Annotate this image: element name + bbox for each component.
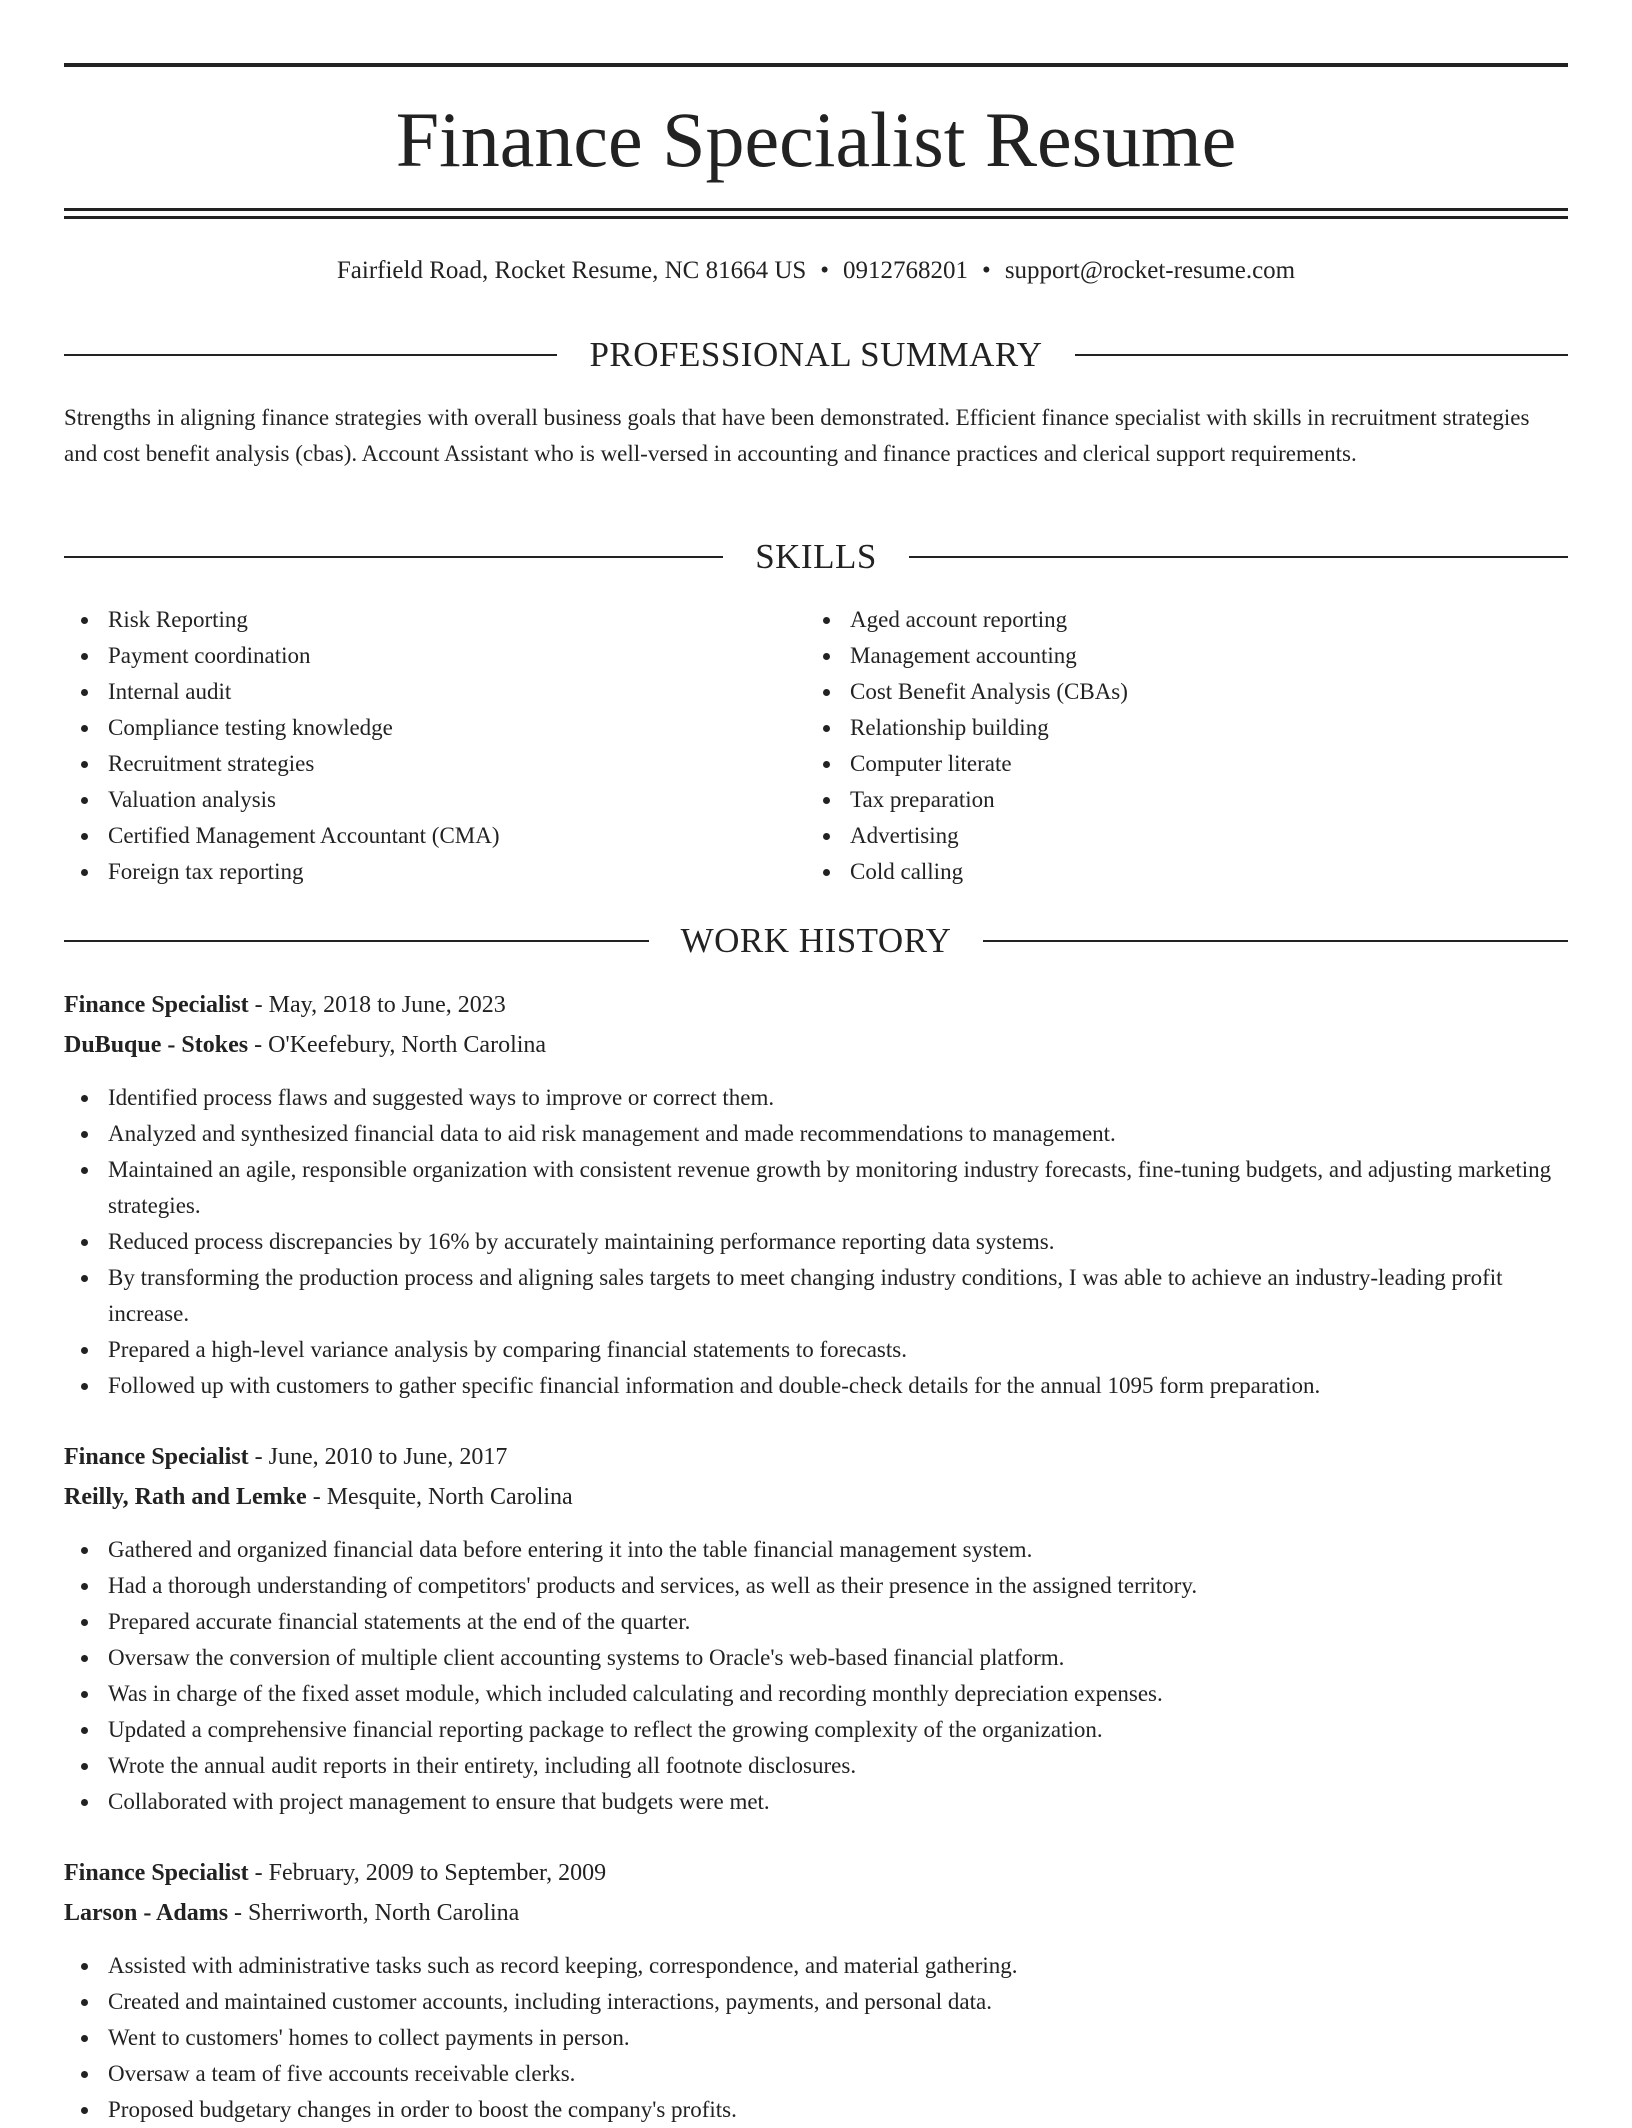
contact-phone: 0912768201 <box>843 257 969 284</box>
skill-item: Internal audit <box>64 674 764 710</box>
job-bullet: Followed up with customers to gather specific financial information and double-check details for the annual 1095 form preparation. <box>64 1368 1568 1404</box>
section-heading-work <box>64 919 1568 963</box>
skill-item: Advertising <box>806 818 1506 854</box>
job-dash: - <box>306 1484 327 1510</box>
job-dash: - <box>228 1900 249 1926</box>
section-title: PROFESSIONAL SUMMARY <box>589 335 1043 374</box>
job-dash: - <box>248 992 269 1018</box>
contact-separator: • <box>982 257 991 284</box>
job-title-line <box>64 987 1568 1023</box>
job-dash: - <box>248 1444 269 1470</box>
section-title: SKILLS <box>755 537 877 576</box>
skill-item: Management accounting <box>806 638 1506 674</box>
job-title-line <box>64 1439 1568 1475</box>
job-bullets <box>64 1948 1568 2128</box>
job-title: Finance Specialist <box>64 1444 249 1470</box>
job-bullet: Collaborated with project management to ensure that budgets were met. <box>64 1784 1568 1820</box>
skill-item: Valuation analysis <box>64 782 764 818</box>
job-company-line <box>64 1027 1568 1063</box>
job-dates: February, 2009 to September, 2009 <box>268 1860 607 1886</box>
job-bullet: By transforming the production process and aligning sales targets to meet changing industry conditions, I was able to achieve an industry-leading profit increase. <box>64 1260 1568 1332</box>
skill-item: Recruitment strategies <box>64 746 764 782</box>
job-bullet: Gathered and organized financial data before entering it into the table financial management system. <box>64 1532 1568 1568</box>
job-bullet: Prepared accurate financial statements at the end of the quarter. <box>64 1604 1568 1640</box>
job-bullet: Assisted with administrative tasks such as record keeping, correspondence, and material gathering. <box>64 1948 1568 1984</box>
skill-item: Computer literate <box>806 746 1506 782</box>
job-dates: May, 2018 to June, 2023 <box>268 992 506 1018</box>
heading-rule <box>64 354 557 356</box>
job-bullet: Analyzed and synthesized financial data to aid risk management and made recommendations to management. <box>64 1116 1568 1152</box>
heading-rule <box>909 556 1568 558</box>
job-company-line <box>64 1895 1568 1931</box>
skill-item: Tax preparation <box>806 782 1506 818</box>
job-bullet: Went to customers' homes to collect payments in person. <box>64 2020 1568 2056</box>
contact-line <box>64 255 1568 287</box>
job-bullets <box>64 1080 1568 1404</box>
job-dates: June, 2010 to June, 2017 <box>268 1444 508 1470</box>
job-title: Finance Specialist <box>64 992 249 1018</box>
job-bullet: Prepared a high-level variance analysis by comparing financial statements to forecasts. <box>64 1332 1568 1368</box>
job-bullet: Created and maintained customer accounts, including interactions, payments, and personal data. <box>64 1984 1568 2020</box>
skill-item: Foreign tax reporting <box>64 854 764 890</box>
skills-list-right <box>806 602 1506 890</box>
skill-item: Aged account reporting <box>806 602 1506 638</box>
job-bullet: Oversaw a team of five accounts receivable clerks. <box>64 2056 1568 2092</box>
skill-item: Relationship building <box>806 710 1506 746</box>
job-bullet: Reduced process discrepancies by 16% by accurately maintaining performance reporting data systems. <box>64 1224 1568 1260</box>
job-company: Larson - Adams <box>64 1900 229 1926</box>
section-heading-summary <box>64 333 1568 377</box>
summary-text: Strengths in aligning finance strategies with overall business goals that have been demonstrated. Efficient finance specialist with skills in recruitment strategies and cost benefit analysis (cbas). Account Assistant who is well-versed in accounting and finance practices and clerical support requirements. <box>64 405 1530 466</box>
job-bullet: Maintained an agile, responsible organization with consistent revenue growth by monitoring industry forecasts, fine-tuning budgets, and adjusting marketing strategies. <box>64 1152 1568 1224</box>
job-location: O'Keefebury, North Carolina <box>268 1032 547 1058</box>
job-dash: - <box>248 1032 269 1058</box>
job-bullets <box>64 1532 1568 1820</box>
job-bullet: Identified process flaws and suggested ways to improve or correct them. <box>64 1080 1568 1116</box>
job-bullet: Proposed budgetary changes in order to boost the company's profits. <box>64 2092 1568 2128</box>
top-rule <box>64 63 1568 67</box>
job-company: DuBuque - Stokes <box>64 1032 249 1058</box>
title-rule-upper <box>64 208 1568 211</box>
skill-item: Cold calling <box>806 854 1506 890</box>
contact-email: support@rocket-resume.com <box>1004 257 1296 284</box>
job-bullet: Updated a comprehensive financial reporting package to reflect the growing complexity of the organization. <box>64 1712 1568 1748</box>
job-bullet: Wrote the annual audit reports in their entirety, including all footnote disclosures. <box>64 1748 1568 1784</box>
skill-item: Certified Management Accountant (CMA) <box>64 818 764 854</box>
skill-item: Compliance testing knowledge <box>64 710 764 746</box>
job-bullet: Had a thorough understanding of competitors' products and services, as well as their presence in the assigned territory. <box>64 1568 1568 1604</box>
job-location: Sherriworth, North Carolina <box>248 1900 520 1926</box>
job-bullet: Oversaw the conversion of multiple client accounting systems to Oracle's web-based financial platform. <box>64 1640 1568 1676</box>
contact-separator: • <box>820 257 830 284</box>
title-rule-lower <box>64 216 1568 219</box>
job-company: Reilly, Rath and Lemke <box>64 1484 307 1510</box>
job-dash: - <box>248 1860 269 1886</box>
heading-rule <box>983 940 1568 942</box>
job-company-line <box>64 1479 1568 1515</box>
job-title-line <box>64 1855 1568 1891</box>
skill-item: Payment coordination <box>64 638 764 674</box>
contact-address: Fairfield Road, Rocket Resume, NC 81664 US <box>336 257 807 284</box>
section-title: WORK HISTORY <box>680 921 952 960</box>
heading-rule <box>64 940 649 942</box>
job-location: Mesquite, North Carolina <box>326 1484 573 1510</box>
section-heading-skills <box>64 535 1568 579</box>
heading-rule <box>64 556 723 558</box>
skill-item: Cost Benefit Analysis (CBAs) <box>806 674 1506 710</box>
job-bullet: Was in charge of the fixed asset module, which included calculating and recording monthly depreciation expenses. <box>64 1676 1568 1712</box>
resume-title: Finance Specialist Resume <box>395 96 1237 183</box>
job-title: Finance Specialist <box>64 1860 249 1886</box>
skills-list-left <box>64 602 764 890</box>
heading-rule <box>1075 354 1568 356</box>
skill-item: Risk Reporting <box>64 602 764 638</box>
